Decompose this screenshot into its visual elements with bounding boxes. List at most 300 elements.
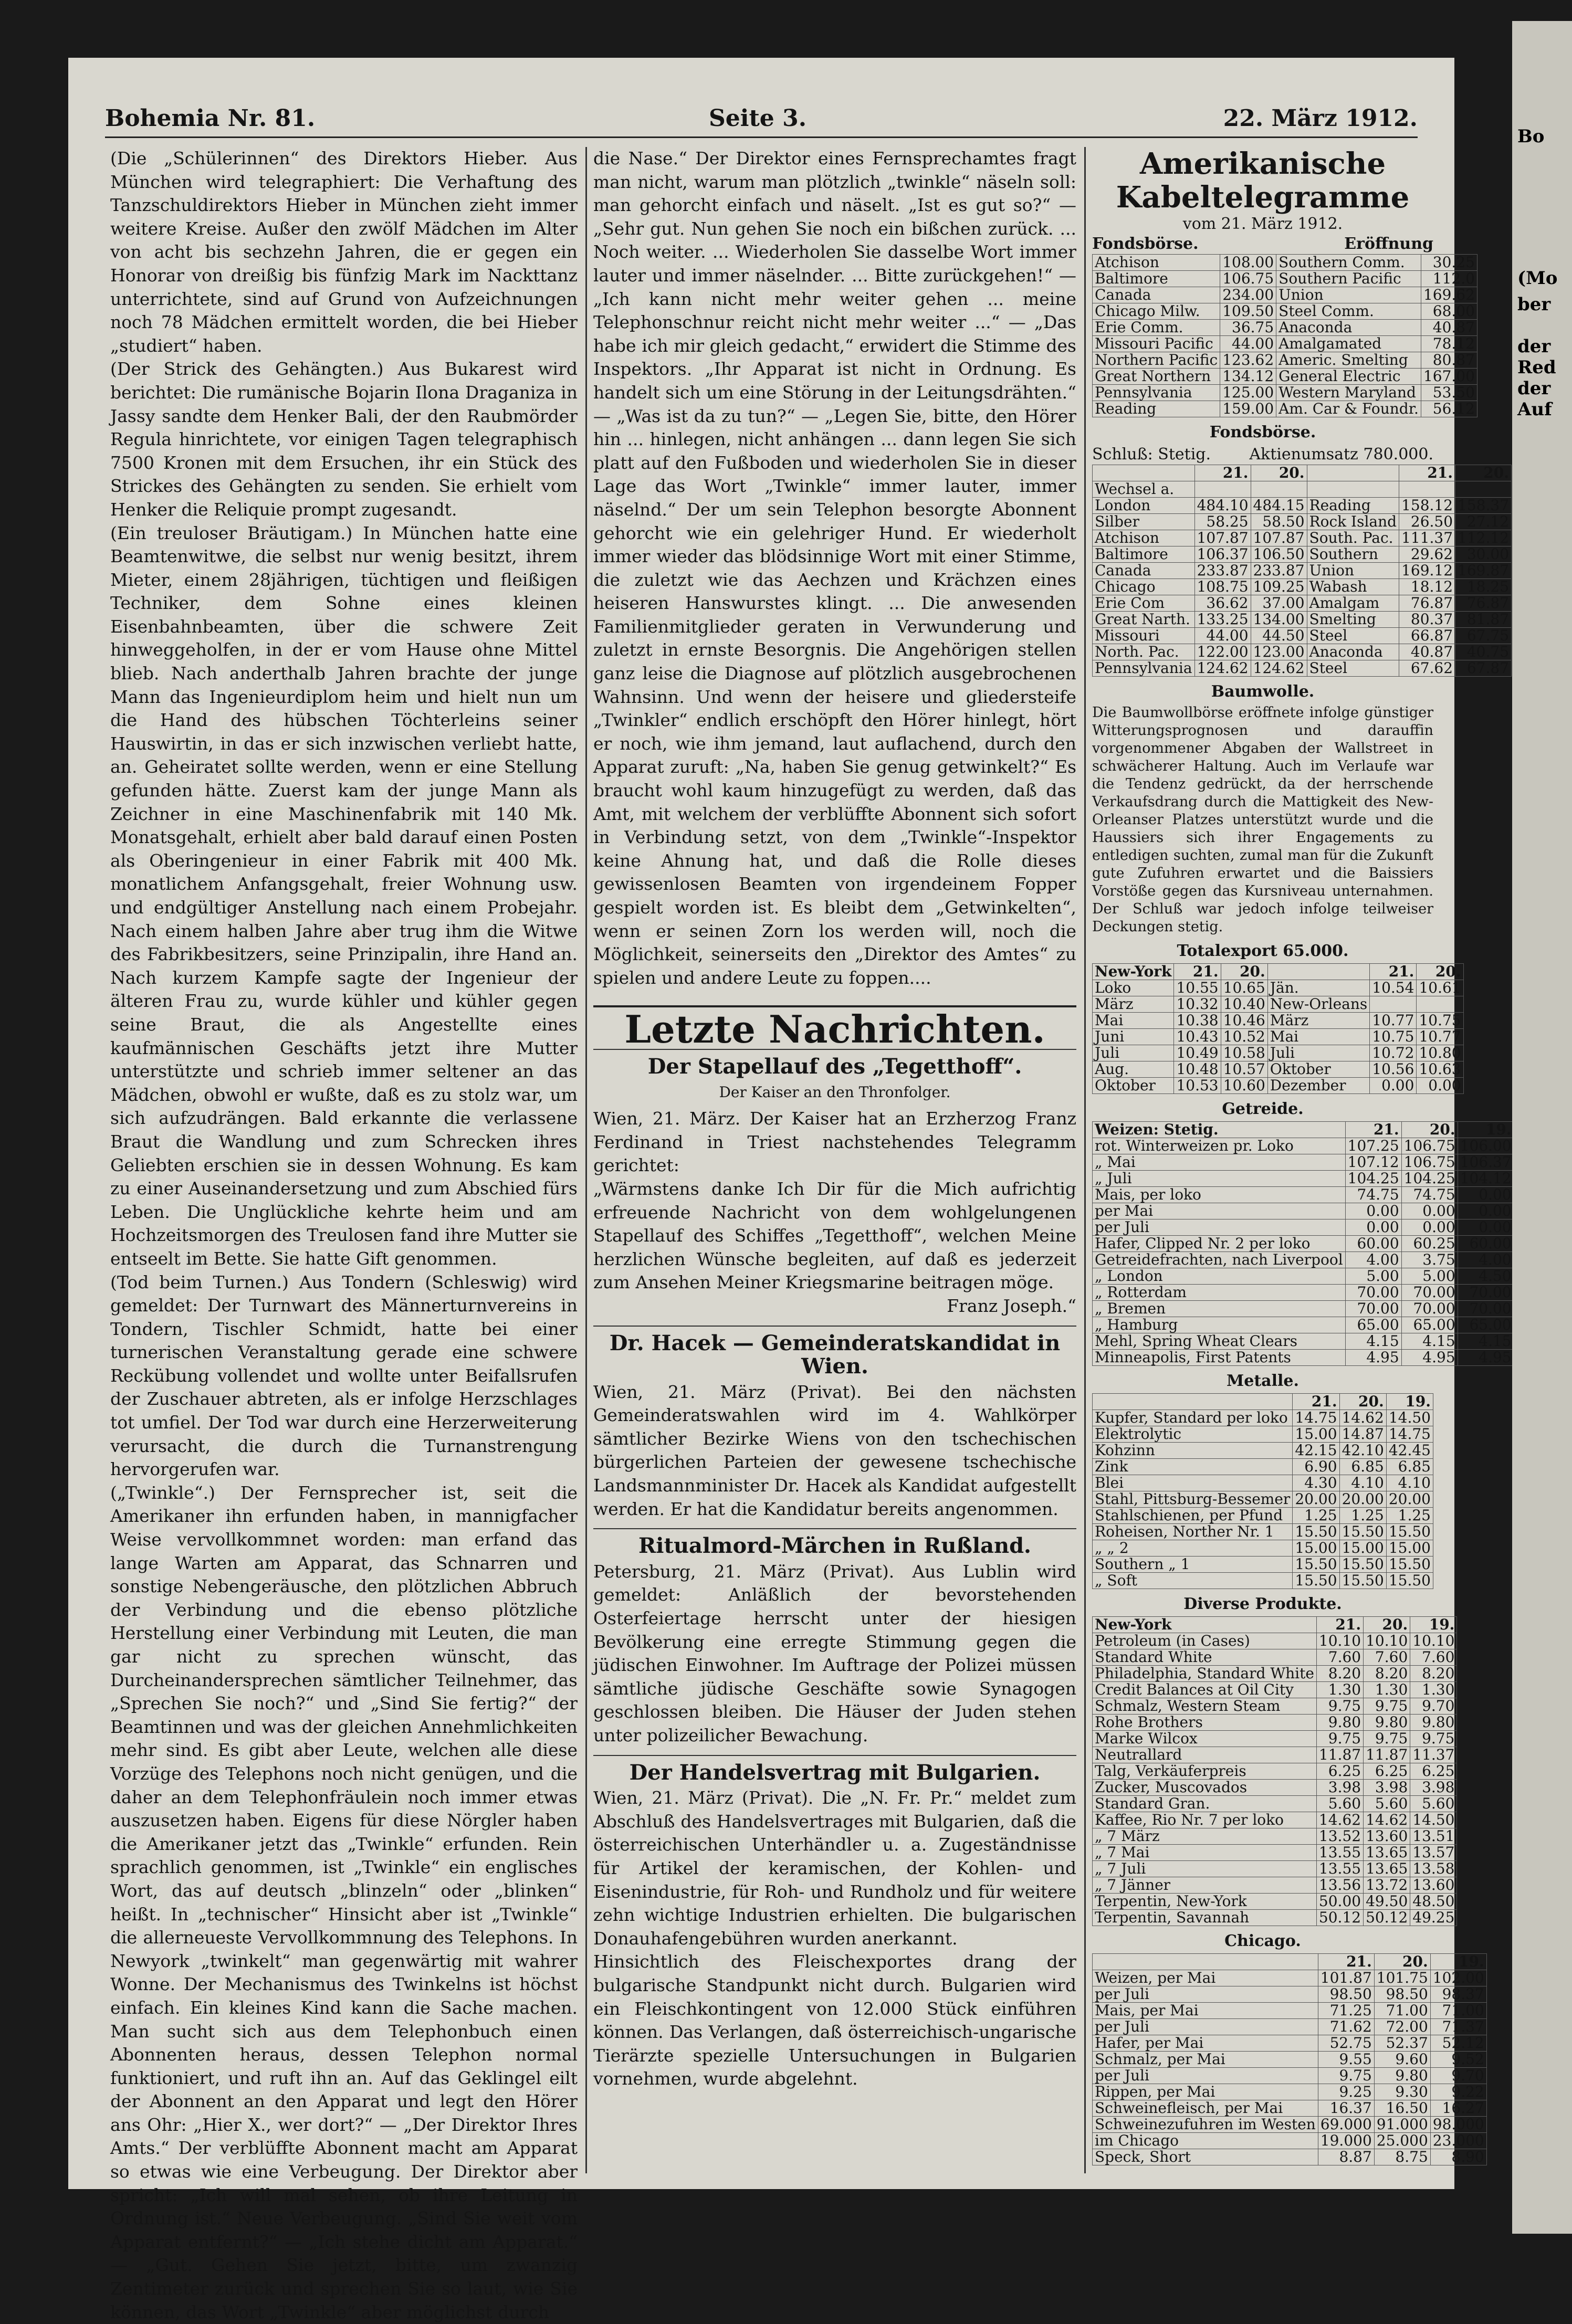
table-cell: 8.90 [1430,2149,1486,2165]
table-cell: Loko [1093,980,1174,996]
table-cell [1455,481,1512,498]
table-cell: 10.75 [1370,1029,1417,1045]
table-cell: 0.00 [1401,1219,1458,1236]
table-cell: 9.55 [1318,2052,1374,2068]
table-eroeffnung [1092,254,1477,417]
table-cell: London [1093,498,1195,514]
table-cell: Getreidefrachten, nach Liverpool [1093,1252,1346,1268]
table-cell: 167.00 [1421,369,1477,385]
edge-text: der [1517,336,1551,357]
diverse-heading: Diverse Produkte. [1183,1595,1342,1613]
edge-text: Red [1517,357,1556,378]
table-row [1093,271,1477,287]
table-cell: 124.62 [1194,660,1251,677]
table-row [1093,2084,1487,2100]
table-row [1093,1970,1487,1986]
table-row [1093,1666,1457,1682]
table-row [1093,980,1464,996]
table-cell: 104.12 [1458,1171,1514,1187]
table-cell: 123.00 [1251,644,1307,660]
table-cell: 49.50 [1364,1894,1410,1910]
table-cell: 50.00 [1316,1894,1363,1910]
table-row [1093,1861,1457,1877]
table-row [1093,352,1477,369]
table-cell: 15.00 [1386,1540,1433,1557]
table-cell: 0.00 [1417,1078,1463,1094]
table-cell: Zucker, Muscovados [1093,1780,1317,1796]
table-cell: 58.50 [1251,514,1307,530]
table-cell: 70.00 [1458,1301,1514,1317]
table-cell: „ Mai [1093,1154,1346,1171]
table-cell: 9.25 [1318,2084,1374,2100]
table-cell: 20. [1339,1394,1386,1410]
table-row [1093,1573,1433,1589]
table-row [1093,1731,1457,1747]
table-row [1093,1845,1457,1861]
table-cell: Rock Island [1307,514,1399,530]
table-row [1093,2019,1487,2035]
table-cell: 9.80 [1364,1715,1410,1731]
table-cell: Chicago [1093,579,1195,595]
table-cell: 9.80 [1374,2068,1430,2084]
table-row [1093,644,1512,660]
table-cell: 30.25 [1421,255,1477,271]
table-cell: 13.55 [1316,1845,1363,1861]
table-cell: 10.10 [1316,1633,1363,1649]
table-cell: 106.50 [1251,546,1307,563]
table-cell: 107.12 [1345,1154,1401,1171]
table-cell: 80.37 [1399,612,1455,628]
fonds-heading-2: Fondsbörse. [1209,423,1316,441]
table-cell: 27.12 [1455,514,1512,530]
table-cell: 14.62 [1316,1812,1363,1828]
table-cell: 106.75 [1401,1154,1458,1171]
table-cell: Standard Gran. [1093,1796,1317,1812]
table-cell: 10.77 [1417,1029,1463,1045]
text-stapellauf: Wien, 21. März. Der Kaiser hat an Erzherzog Franz Ferdinand in Triest nachstehendes Telegramm gerichtet: [593,1108,1076,1176]
table-cell [1093,1954,1318,1970]
table-cell: 10.52 [1221,1029,1267,1045]
table-cell: 10.54 [1370,980,1417,996]
table-cell: 70.00 [1458,1285,1514,1301]
table-cell: 67.75 [1455,628,1512,644]
table-cell: 13.65 [1364,1861,1410,1877]
table-cell: 20.00 [1386,1491,1433,1508]
table-cell: 58.25 [1194,514,1251,530]
table-header-row [1093,1954,1487,1970]
baumwolle-text: Die Baumwollbörse eröffnete infolge günstiger Witterungsprognosen und darauffin vorgenommener Abgaben der Wallstreet in schwächerer Haltung. Auch im Verlaufe war die Tendenz gedrückt, da der herrschende Verkaufsdrang durch die Mattigkeit des New-Orleanser Platzes unterstützt wurde und die Haussiers sich ihrer Engagements zu entledigen suchten, zumal man für die Zukunft gute Zufuhren erwartet und die Baissiers Vorstöße gegen das Kursniveau unternahmen. Der Schluß war jedoch infolge teilweiser Deckungen stetig. [1092,704,1433,935]
table-cell: 21. [1316,1617,1363,1633]
table-cell: 9.70 [1410,1698,1457,1715]
table-row [1093,369,1477,385]
table-row [1093,1219,1514,1236]
table-row [1093,546,1512,563]
table-cell: Neutrallard [1093,1747,1317,1763]
table-row [1093,996,1464,1013]
table-row [1093,1268,1514,1285]
article-braeutigam: (Ein treuloser Bräutigam.) In München hatte eine Beamtenwitwe, die selbst nur wenig besitzt, ihrem Mieter, einem 28jährigen, tüchtigen und fleißigen Techniker, dem Sohne eines kleinen Eisenbahnbeamten, über die schwere Zeit hinweggeholfen, in der er vom Hause ohne Mittel blieb. Nach anderthalb Jahren brachte der junge Mann das Ingenieurdiplom heim und hielt nun um die Hand des hübschen Töchterleins seiner Hauswirtin, in das er sich inzwischen verliebt hatte, an. Geheiratet sollte werden, wenn er eine Stellung gefunden hätte. Zuerst kam der junge Mann als Zeichner in eine Maschinenfabrik mit 140 Mk. Monatsgehalt, erhielt aber bald darauf einen Posten als Oberingenieur in einer Fabrik mit 400 Mk. monatlichem Anfangsgehalt, freier Wohnung usw. und endgültiger Anstellung nach einem Probejahr. Nach einem halben Jahre aber trug ihm die Witwe des Fabrikbesitzers, seine Prinzipalin, ihre Hand an. Nach kurzem Kampfe sagte der Ingenieur der älteren Frau zu, wurde kühler und kühler gegen seine Braut, die als Angestellte eines kaufmännischen Geschäfts jetzt ihre Mutter unterstützte und schrieb immer seltener an das Mädchen, obwohl er wußte, daß es zu stolz war, um sich aufzudrängen. Bald erkannte die verlassene Braut die Wandlung und zum Schrecken ihres Geliebten erschien sie in dessen Wohnung. Es kam zu einer Auseinandersetzung und zum Abschied fürs Leben. Die Unglückliche kehrte heim und am Hochzeitsmorgen des Treulosen fand ihre Mutter sie entseelt im Bette. Sie hatte Gift genommen. [110,522,578,1269]
table-cell: 0.00 [1458,1219,1514,1236]
table-row [1093,1986,1487,2003]
column-1 [110,147,578,2324]
table-cell: 60.00 [1458,1236,1514,1252]
table-cell: März [1093,996,1174,1013]
table-cell: 15.50 [1339,1573,1386,1589]
table-cell: 109.50 [1220,303,1276,320]
table-cell: 10.32 [1174,996,1221,1013]
table-cell: Smelting [1307,612,1399,628]
table-cell: South. Pac. [1307,530,1399,546]
table-cell: 80.87 [1421,352,1477,369]
table-cell: 42.45 [1386,1443,1433,1459]
table-cell: 48.50 [1410,1894,1457,1910]
table-cell: 10.46 [1221,1013,1267,1029]
table-cell: 9.80 [1316,1715,1363,1731]
table-cell: 4.00 [1345,1252,1401,1268]
table-cell: Steel [1307,628,1399,644]
table-cell: 108.00 [1220,255,1276,271]
table-cell: 9.75 [1364,1698,1410,1715]
table-cell: Oktober [1093,1078,1174,1094]
table-cell: 66.87 [1399,628,1455,644]
table-cell: Canada [1093,563,1195,579]
table-cell: Am. Car & Foundr. [1276,401,1421,417]
table-cell: 15.50 [1293,1573,1339,1589]
table-cell: Blei [1093,1475,1293,1491]
table-cell: 9.75 [1318,2068,1374,2084]
text-handelsvertrag-1: Wien, 21. März (Privat). Die „N. Fr. Pr.“ meldet zum Abschluß des Handelsvertrages mit Bulgarien, daß die österreichischen Unterhändler u. a. Zugeständnisse für Artikel der keramischen, der Kohlen- und Eisenindustrie, für Roh- und Rundholz und für weitere zehn wichtige Industrien erhielten. Die bulgarischen Donauhafengebühren wurden anerkannt. [593,1787,1076,1949]
table-cell: 36.75 [1220,320,1276,336]
table-cell: 72.00 [1374,2019,1430,2035]
table-cell: 133.25 [1194,612,1251,628]
table-cell [1251,481,1307,498]
table-cell: Rippen, per Mai [1093,2084,1318,2100]
table-cell: 52.12 [1430,2035,1486,2052]
table-cell: 169.12 [1399,563,1455,579]
table-cell: 23.000 [1430,2133,1486,2149]
table-cell: 233.87 [1194,563,1251,579]
table-row [1093,2133,1487,2149]
table-cell [1417,996,1463,1013]
table-cell: 44.00 [1194,628,1251,644]
table-cell: Schmalz, per Mai [1093,2052,1318,2068]
table-cell [1194,481,1251,498]
table-cell: 10.38 [1174,1013,1221,1029]
table-cell: 4.15 [1458,1333,1514,1350]
heading-hacek: Dr. Hacek — Gemeinderatskandidat in Wien. [593,1326,1076,1379]
table-cell: 70.00 [1401,1285,1458,1301]
table-cell: 3.98 [1316,1780,1363,1796]
table-cell: 15.50 [1386,1524,1433,1540]
table-cell: 112.12 [1455,530,1512,546]
table-cell: 6.85 [1339,1459,1386,1475]
table-cell: „ Juli [1093,1171,1346,1187]
table-cell: 111.37 [1399,530,1455,546]
table-row [1093,628,1512,644]
table-cell [1307,481,1399,498]
table-cell [1370,996,1417,1013]
table-cell: 20. [1455,465,1512,481]
table-cell: 10.80 [1417,1045,1463,1061]
table-cell: Elektrolytic [1093,1426,1293,1443]
table-cell: Canada [1093,287,1220,303]
table-cell: 1.30 [1316,1682,1363,1698]
table-cell: 14.75 [1386,1426,1433,1443]
table-cell: Reading [1093,401,1220,417]
table-cell: 13.52 [1316,1828,1363,1845]
table-cell: 40.87 [1399,644,1455,660]
table-cell: 101.75 [1374,1970,1430,1986]
table-row [1093,1828,1457,1845]
table-cell: 6.85 [1386,1459,1433,1475]
table-cell: New-York [1093,964,1174,980]
table-cell: Erie Com [1093,595,1195,612]
table-cell: North. Pac. [1093,644,1195,660]
table-cell: Missouri Pacific [1093,336,1220,352]
article-twinkle: („Twinkle“.) Der Fernsprecher ist, seit die Amerikaner ihn erfunden haben, in mannigfacher Weise vervollkommnet worden: man erfand das lange Warten am Apparat, das Schnarren und sonstige Nebengeräusche, den plötzlichen Abbruch der Verbindung und die ebenso plötzliche Herstellung einer Verbindung mit Leuten, die man gar nicht zu sprechen wünscht, das Durcheinandersprechen sämtlicher Teilnehmer, das „Sprechen Sie noch?“ und „Sind Sie fertig?“ der Beamtinnen und was der gleichen Annehmlichkeiten mehr sind. Es gibt aber Leute, welchen alle diese Vorzüge des Telephons noch nicht genügen, und die daher an dem Telephonfräulein noch immer etwas auszusetzen haben. Eigens für diese Nörgler haben die Amerikaner jetzt das „Twinkle“ erfunden. Rein sprachlich genommen, ist „Twinkle“ ein englisches Wort, das auf deutsch „blinzeln“ oder „blinken“ heißt. In „technischer“ Hinsicht aber ist „Twinkle“ die allerneueste Vervollkommnung des Telephons. In Newyork „twinkelt“ man gegenwärtig mit wahrer Wonne. Der Mechanismus des Twinkelns ist höchst einfach. Ein kleines Kind kann die Sache machen. Man sucht sich aus dem Telephonbuch einen Abonnenten heraus, dessen Telephon normal funktioniert, und ruft ihn an. Auf das Geklingel eilt der Abonnent an den Apparat und legt den Hörer ans Ohr: „Hier X., wer dort?“ — „Der Direktor Ihres Amts.“ Der verblüffte Abonnent macht am Apparat so etwas wie eine Verbeugung. Der Direktor aber spricht: „Ich will mal sehen, ob ihre Leitung in Ordnung ist.“ Neue Verbeugung. „Sind Sie weit vom Apparat entfernt?“ — „Ich stehe dicht am Apparat.“ — „Gut. Gehen Sie jetzt, bitte, um zwanzig Zentimeter zurück und sprechen Sie so laut, wie Sie können, das Wort „Twinkle“ aber möglichst durch [110,1482,578,2322]
table-cell: 4.15 [1401,1333,1458,1350]
table-cell: Southern „ 1 [1093,1557,1293,1573]
table-cell: 169.62 [1421,287,1477,303]
table-row [1093,1698,1457,1715]
text-hacek: Wien, 21. März (Privat). Bei den nächsten Gemeinderatswahlen wird im 4. Wahlkörper sämtlicher Bezirke Wiens von den tschechischen bürgerlichen Parteien der gewesene tschechische Landsmannminister Dr. Hacek als Kandidat aufgestellt werden. Er hat die Kandidatur bereits angenommen. [593,1381,1076,1519]
table-row [1093,1203,1514,1219]
table-cell: per Juli [1093,1986,1318,2003]
table-row [1093,1187,1514,1203]
table-cell: 40.87 [1421,320,1477,336]
table-cell: Schmalz, Western Steam [1093,1698,1317,1715]
table-cell: 9.22 [1430,2084,1486,2100]
article-strick: (Der Strick des Gehängten.) Aus Bukarest wird berichtet: Die rumänische Bojarin Ilona Draganiza in Jassy sandte dem Henker Bali, der den Raubmörder Regula hinrichtete, vor einigen Tagen telegraphisch 7500 Kronen mit dem Ersuchen, ihr ein Stück des Strickes des Gehängten zu senden. Sie erhielt vom Henker die Reliquie prompt zugesandt. [110,359,578,520]
table-cell: 16.50 [1374,2100,1430,2117]
table-cell: 15.50 [1293,1524,1339,1540]
table-cell: „ Soft [1093,1573,1293,1589]
table-cell: Amalgamated [1276,336,1421,352]
table-cell: 16.27 [1430,2100,1486,2117]
table-cell: „ Hamburg [1093,1317,1346,1333]
table-row [1093,498,1512,514]
quote-telegramm: „Wärmstens danke Ich Dir für die Mich aufrichtig erfreuende Nachricht von dem wohlgelungenen Stapellauf des Schiffes „Tegetthoff“, welchen Meine herzlichen Wünsche begleiten, auf daß es jederzeit zum Ansehen Meiner Kriegsmarine beitragen möge. [593,1178,1076,1293]
table-cell: 3.98 [1410,1780,1457,1796]
table-cell: 10.57 [1221,1061,1267,1078]
table-cell: 14.62 [1364,1812,1410,1828]
header-page-number: Seite 3. [709,105,807,132]
table-cell: 71.62 [1318,2019,1374,2035]
table-cell: 9.80 [1410,1715,1457,1731]
table-cell: 8.87 [1318,2149,1374,2165]
table-cell: 8.75 [1374,2149,1430,2165]
table-cell: 1.25 [1386,1508,1433,1524]
table-cell: 158.12 [1399,498,1455,514]
table-cell: Chicago Milw. [1093,303,1220,320]
table-cell: 484.15 [1251,498,1307,514]
table-cell: Atchison [1093,530,1195,546]
table-cell: Steel [1307,660,1399,677]
table-cell: 37.00 [1251,595,1307,612]
table-cell: 3.98 [1364,1780,1410,1796]
table-cell: Southern [1307,546,1399,563]
table-getreide [1092,1121,1514,1366]
table-cell: 70.00 [1401,1301,1458,1317]
table-cell: 42.15 [1293,1443,1339,1459]
table-cell: 4.50 [1458,1268,1514,1285]
table-cell: 20. [1251,465,1307,481]
edge-text: der [1517,378,1551,399]
table-cell: 71.25 [1318,2003,1374,2019]
table-cell: 102.00 [1430,1970,1486,1986]
table-cell: 8.20 [1316,1666,1363,1682]
table-row [1093,514,1512,530]
table-cell: Rohe Brothers [1093,1715,1317,1731]
table-cell: 14.62 [1339,1410,1386,1426]
table-cell: 10.55 [1174,980,1221,996]
table-cell: 67.62 [1399,660,1455,677]
heading-ritualmord: Ritualmord-Märchen in Rußland. [593,1528,1076,1558]
table-cell: 18.25 [1455,579,1512,595]
table-row [1093,1491,1433,1508]
table-cell: 15.00 [1339,1540,1386,1557]
table-cell: Dezember [1267,1078,1369,1094]
table-row [1093,303,1477,320]
table-cell: 60.25 [1401,1236,1458,1252]
table-diverse [1092,1616,1457,1926]
table-cell: 9.70 [1430,2068,1486,2084]
table-cell: Steel Comm. [1276,303,1421,320]
table-row [1093,1877,1457,1894]
table-cell: 13.60 [1410,1877,1457,1894]
table-cell: 10.58 [1221,1045,1267,1061]
table-cell: 52.37 [1374,2035,1430,2052]
adjacent-page-edge [1512,21,1572,2234]
table-row [1093,1780,1457,1796]
table-cell: 9.75 [1316,1698,1363,1715]
table-row [1093,1061,1464,1078]
table-cell: 124.62 [1251,660,1307,677]
table-cell: 6.25 [1316,1763,1363,1780]
table-cell: 91.000 [1374,2117,1430,2133]
table-cell: 6.25 [1364,1763,1410,1780]
table-cell: 9.75 [1316,1731,1363,1747]
table-cell: 78.12 [1421,336,1477,352]
table-cell: 6.25 [1410,1763,1457,1780]
table-cell: 10.60 [1221,1078,1267,1094]
table-cell: 67.87 [1455,660,1512,677]
table-row [1093,2035,1487,2052]
section-heading-letzte: Letzte Nachrichten. [593,1005,1076,1042]
table-cell: 26.50 [1399,514,1455,530]
table-row [1093,1633,1457,1649]
table-cell: 49.25 [1410,1910,1457,1926]
table-metalle [1092,1393,1433,1589]
table-row [1093,2052,1487,2068]
table-cell: 15.00 [1293,1426,1339,1443]
table-cell: „ 7 Jänner [1093,1877,1317,1894]
table-cell: 106.00 [1458,1138,1514,1154]
heading-handelsvertrag: Der Handelsvertrag mit Bulgarien. [593,1755,1076,1785]
table-cell: 60.00 [1345,1236,1401,1252]
table-cell: per Juli [1093,1219,1346,1236]
table-cell: 11.37 [1410,1747,1457,1763]
table-cell: 0.00 [1370,1078,1417,1094]
table-cell: 3.75 [1401,1252,1458,1268]
table-cell: 0.00 [1458,1203,1514,1219]
column-3 [1092,146,1512,2165]
table-cell: 15.50 [1339,1557,1386,1573]
table-cell: 20. [1401,1122,1458,1138]
table-row [1093,287,1477,303]
table-row [1093,1350,1514,1366]
table-cell: 30.00 [1455,546,1512,563]
table-cell: Juni [1093,1029,1174,1045]
table-cell: 5.60 [1316,1796,1363,1812]
table-cell: 70.00 [1345,1285,1401,1301]
table-cell: 40.75 [1455,644,1512,660]
edge-text: Auf [1517,399,1552,420]
table-cell: per Juli [1093,2068,1318,2084]
table-row [1093,2100,1487,2117]
table-cell [1267,964,1369,980]
table-cell: Roheisen, Norther Nr. 1 [1093,1524,1293,1540]
table-cell: Stahl, Pittsburg-Bessemer [1093,1491,1293,1508]
table-row [1093,1154,1514,1171]
table-cell: Jän. [1267,980,1369,996]
table-cell: 125.00 [1220,385,1276,401]
table-cell: 81.87 [1455,612,1512,628]
table-cell: 65.00 [1401,1317,1458,1333]
table-cell: Americ. Smelting [1276,352,1421,369]
table-header-row [1093,1394,1433,1410]
table-cell: „ London [1093,1268,1346,1285]
table-cell: 69.000 [1318,2117,1374,2133]
newspaper-page [68,58,1512,2322]
table-cell: 19. [1410,1617,1457,1633]
table-cell: 10.49 [1174,1045,1221,1061]
article-twinkle-cont: die Nase.“ Der Direktor eines Fernsprechamtes fragt man nicht, warum man plötzlich „twinkle“ näseln soll: man gehorcht einfach und näselt. „Ist es gut so?“ — „Sehr gut. Nun gehen Sie noch ein bißchen zurück. ... Noch weiter. ... Wiederholen Sie dasselbe Wort immer lauter und immer näselnder. ... Bitte zurückgehen!“ — „Ich kann nicht mehr weiter gehen ... meine Telephonschnur reicht nicht mehr weiter ...“ — „Das habe ich mir gleich gedacht,“ erwidert die Stimme des Inspektors. „Ihr Apparat ist nicht in Ordnung. Es handelt sich um eine Störung in der Leitungsdrähten.“ — „Was ist da zu tun?“ — „Legen Sie, bitte, den Hörer hin ... hinlegen, nicht anhängen ... dann legen Sie sich platt auf den Fußboden und wiederholen Sie in dieser Lage das Wort „Twinkle“ immer lauter, immer näselnd.“ Der um sein Telephon besorgte Abonnent gehorcht wie ein gelehriger Hund. Er wiederholt immer wieder das blödsinnige Wort mit einer Stimme, die zuletzt wie das Aechzen und Krächzen eines heiseren Hanswurstes klingt. ... Die anwesenden Familienmitglieder geraten in Verwunderung und zuletzt in ernste Besorgnis. Die Angehörigen stellen ganz leise die Diagnose auf plötzlich ausgebrochenen Wahnsinn. Und wenn der heisere und gliedersteife „Twinkler“ endlich erschöpft den Hörer hinlegt, hört er noch, wie ihm jemand, laut auflachend, durch den Apparat zuruft: „Na, haben Sie genug getwinkelt?“ Es braucht wohl kaum hinzugefügt zu werden, daß das Amt, mit welchem der verblüffte Abonnent sich sofort in Verbindung setzt, von dem „Twinkle“-Inspektor keine Ahnung hat, und daß die Rolle dieses gewissenlosen Beamten von irgendeinem Fopper gespielt worden ist. Es bleibt dem „Getwinkelten“, wenn er seinen Zorn los werden will, noch die Möglichkeit, seinerseits den „Direktor des Amtes“ zu spielen und andere Leute zu foppen.... [593,148,1076,988]
table-row [1093,1682,1457,1698]
table-cell: Kaffee, Rio Nr. 7 per loko [1093,1812,1317,1828]
table-row [1093,1078,1464,1094]
table-cell: 98.50 [1374,1986,1430,2003]
edge-text: ber [1517,294,1551,315]
table-cell: 21. [1318,1954,1374,1970]
table-row [1093,579,1512,595]
baumwolle-heading: Baumwolle. [1211,682,1315,701]
table-row [1093,530,1512,546]
table-cell: Baltimore [1093,546,1195,563]
table-cell: 13.57 [1410,1845,1457,1861]
table-row [1093,1557,1433,1573]
table-cell: Weizen: Stetig. [1093,1122,1346,1138]
table-cell: 20.00 [1339,1491,1386,1508]
table-cell [1093,1394,1293,1410]
table-row [1093,1236,1514,1252]
table-cell: 21. [1345,1122,1401,1138]
table-row [1093,612,1512,628]
table-cell: 7.60 [1410,1649,1457,1666]
table-row [1093,1524,1433,1540]
table-cell: 234.00 [1220,287,1276,303]
table-cell: März [1267,1013,1369,1029]
table-cell: 106.37 [1458,1154,1514,1171]
table-cell: Anaconda [1276,320,1421,336]
table-cell: 9.60 [1374,2052,1430,2068]
table-cell: „ Rotterdam [1093,1285,1346,1301]
table-cell: Kohzinn [1093,1443,1293,1459]
table-cell: 15.50 [1386,1557,1433,1573]
table-cell: Hafer, Clipped Nr. 2 per loko [1093,1236,1346,1252]
table-cell: 10.63 [1417,1061,1463,1078]
table-baumwolle [1092,963,1464,1094]
